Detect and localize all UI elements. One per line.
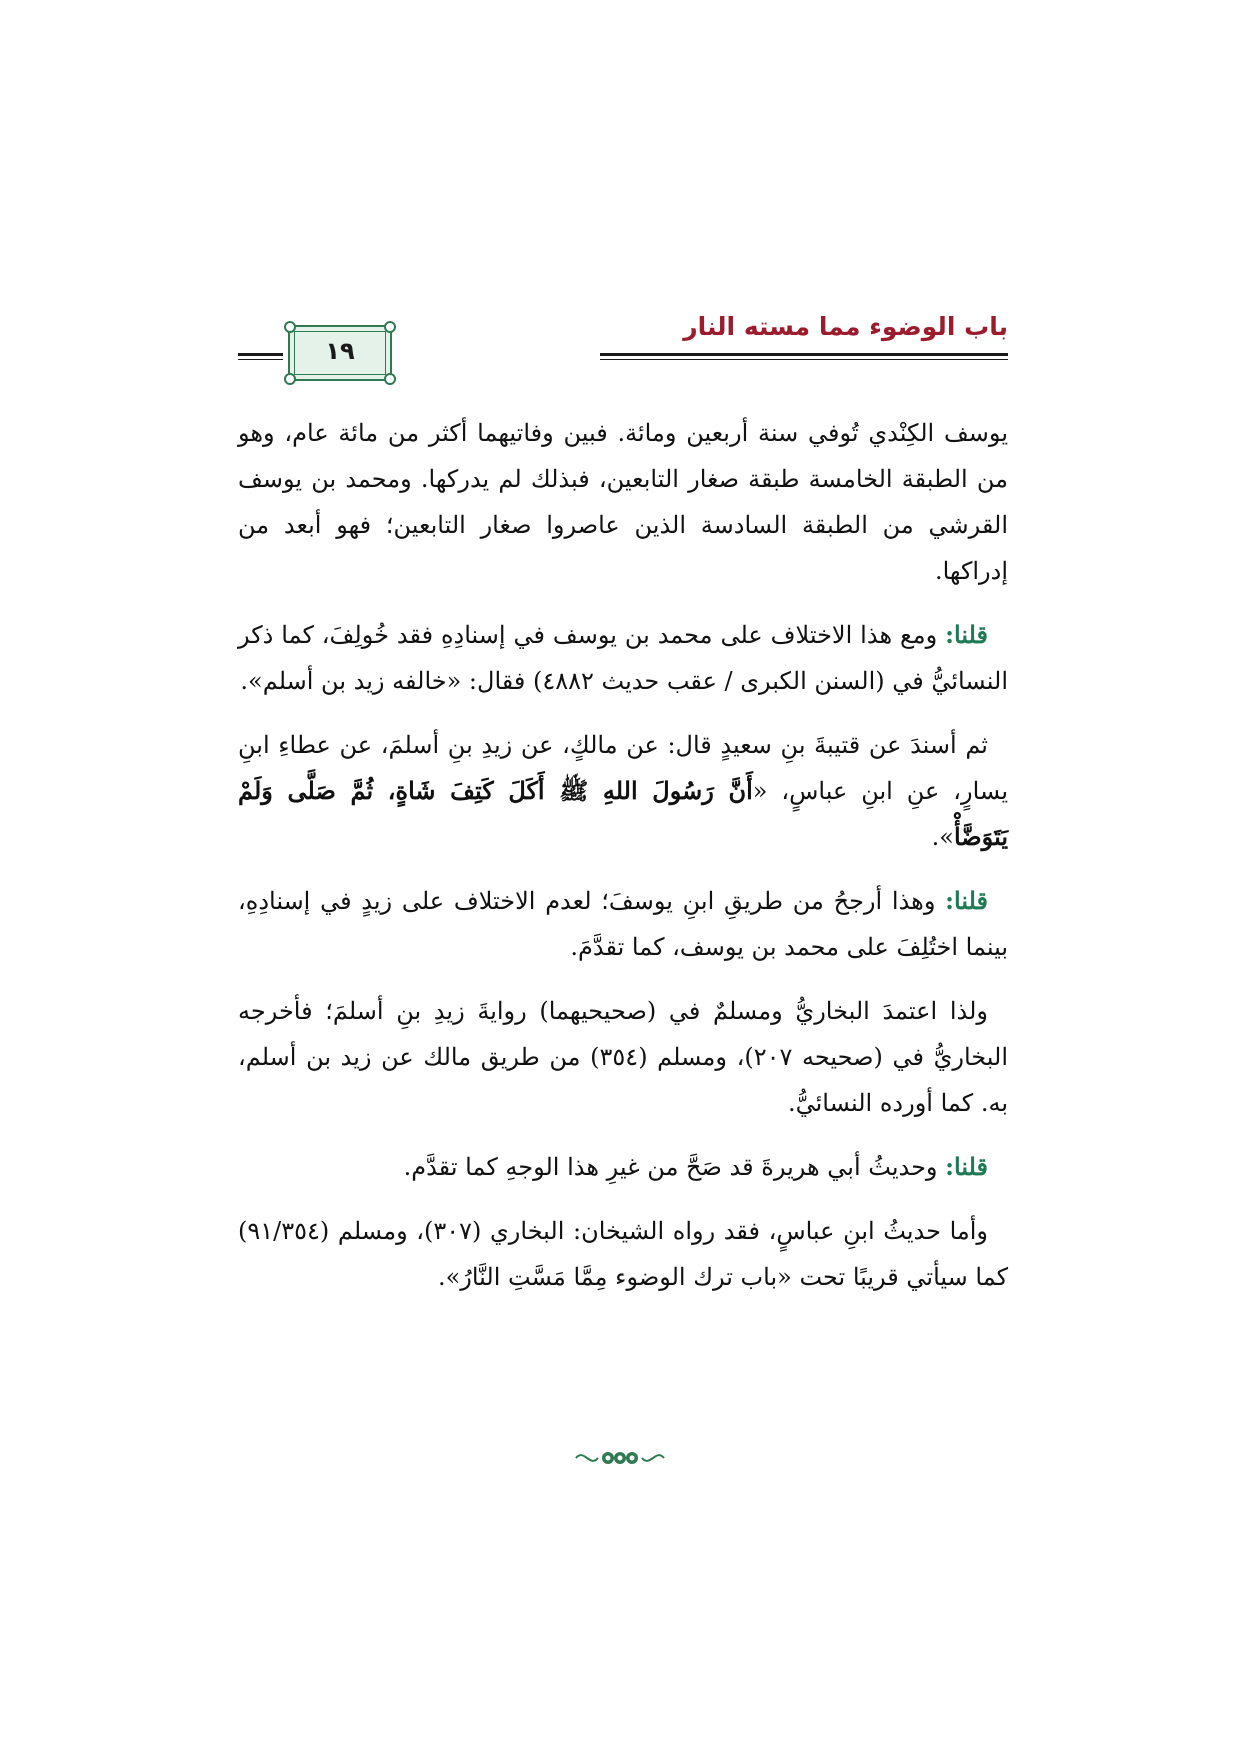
qulna-label: قلنا: <box>945 620 988 649</box>
paragraph-5 <box>238 988 1008 1126</box>
page-header <box>238 300 1008 390</box>
page-body <box>238 410 1008 1318</box>
paragraph-text: ثم أسندَ عن قتيبةَ بنِ سعيدٍ قال: عن مالكٍ، عن زيدِ بنِ أسلمَ، عن عطاءِ ابنِ يسارٍ، عنِ ابنِ عباسٍ، « <box>238 731 1008 805</box>
paragraph-7 <box>238 1208 1008 1300</box>
paragraph-text: ولذا اعتمدَ البخاريُّ ومسلمٌ في (صحيحيهما) روايةَ زيدِ بنِ أسلمَ؛ فأخرجه البخاريُّ في (صحيحه ٢٠٧)، ومسلم (٣٥٤) من طريق مالك عن زيد بن أسلم، به. كما أورده النسائيُّ. <box>238 997 1008 1117</box>
paragraph-text: ومع هذا الاختلاف على محمد بن يوسف في إسنادِهِ فقد خُولِفَ، كما ذكر النسائيُّ في (السنن الكبرى / عقب حديث ٤٨٨٢) فقال: «خالفه زيد بن أسلم». <box>238 621 1008 695</box>
frame-corner-ornament <box>384 321 396 333</box>
paragraph-2 <box>238 612 1008 704</box>
paragraph-text: يوسف الكِنْدي تُوفي سنة أربعين ومائة. فبين وفاتيهما أكثر من مائة عام، وهو من الطبقة الخامسة طبقة صغار التابعين، فبذلك لم يدركها. ومحمد بن يوسف القرشي من الطبقة السادسة الذين عاصروا صغار التابعين؛ فهو أبعد من إدراكها. <box>238 419 1008 585</box>
frame-corner-ornament <box>284 373 296 385</box>
paragraph-text-end: ». <box>931 823 954 851</box>
paragraph-1 <box>238 410 1008 594</box>
header-rule-left-thin <box>238 359 283 360</box>
header-rule-left <box>238 353 283 356</box>
paragraph-3 <box>238 722 1008 860</box>
paragraph-4 <box>238 878 1008 970</box>
paragraph-6 <box>238 1144 1008 1190</box>
paragraph-text: وحديثُ أبي هريرةَ قد صَحَّ من غيرِ هذا الوجهِ كما تقدَّم. <box>403 1153 946 1181</box>
paragraph-text: وأما حديثُ ابنِ عباسٍ، فقد رواه الشيخان: البخاري (٣٠٧)، ومسلم (٩١/٣٥٤) كما سيأتي قريبًا تحت «باب ترك الوضوء مِمَّا مَسَّتِ النَّارُ». <box>238 1217 1008 1291</box>
frame-corner-ornament <box>384 373 396 385</box>
paragraph-text: وهذا أرجحُ من طريقِ ابنِ يوسفَ؛ لعدم الاختلاف على زيدٍ في إسنادِهِ، بينما اختُلِفَ على محمد بن يوسف، كما تقدَّمَ. <box>238 887 1008 961</box>
chapter-title: باب الوضوء مما مسته النار <box>683 312 1008 341</box>
page-number-frame <box>288 325 392 381</box>
qulna-label: قلنا: <box>945 886 988 915</box>
qulna-label: قلنا: <box>945 1152 988 1181</box>
header-rule-thin <box>600 359 1008 360</box>
header-rule <box>600 353 1008 356</box>
page-number: ١٩ <box>325 337 355 365</box>
frame-corner-ornament <box>284 321 296 333</box>
hadith-text: أَنَّ رَسُولَ اللهِ ﷺ أَكَلَ كَتِفَ شَاةٍ، ثُمَّ صَلَّى وَلَمْ يَتَوَضَّأْ <box>238 776 1008 851</box>
section-end-ornament-icon <box>570 1443 670 1473</box>
